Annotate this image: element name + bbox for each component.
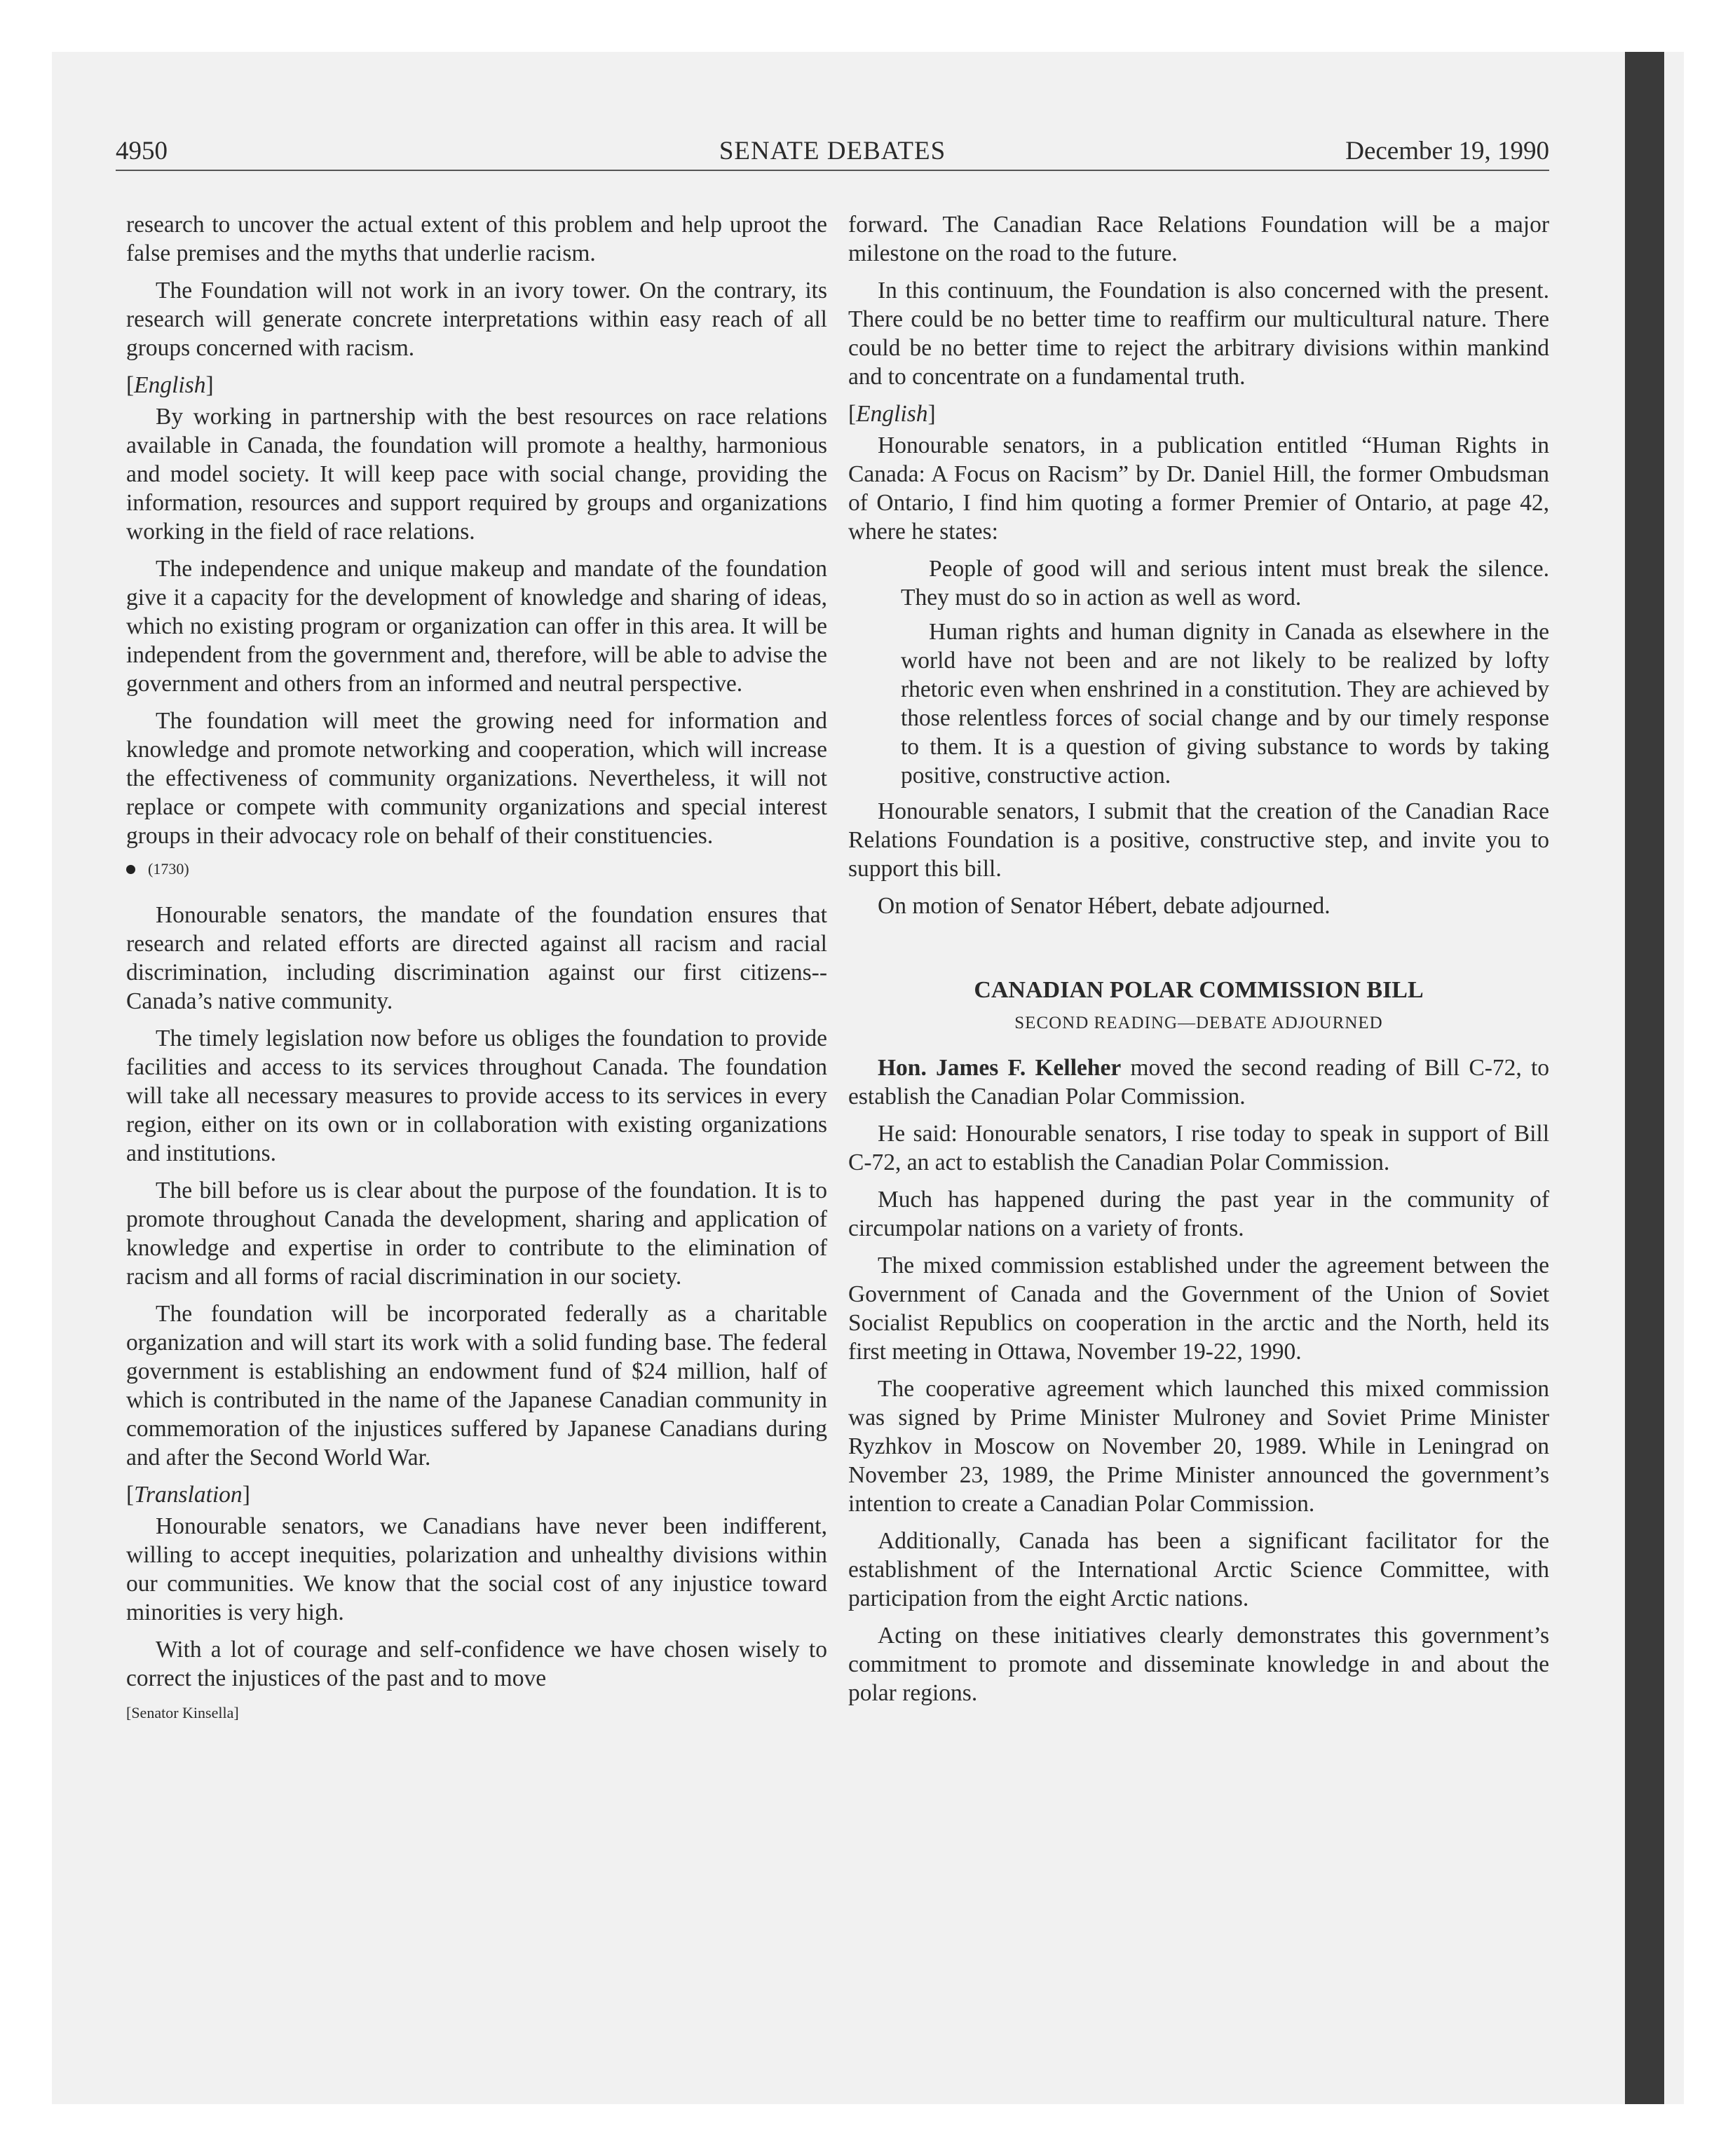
- paragraph: research to uncover the actual extent of this problem and help uproot the false premises and the myths that underlie racism.: [126, 212, 827, 266]
- language-marker: [Translation]: [126, 1482, 250, 1508]
- block-quote: People of good will and serious intent must break the silence. They must do so in action as well as word.: [901, 556, 1549, 610]
- left-column: [126, 210, 827, 1724]
- paragraph: Honourable senators, we Canadians have never been indifferent, willing to accept inequities, polarization and unhealthy divisions within our communities. We know that the social cost of any injustice toward minorities is very high.: [126, 1513, 827, 1625]
- language-marker-text: English: [856, 401, 928, 427]
- language-marker-text: Translation: [134, 1482, 243, 1508]
- paragraph: Honourable senators, in a publication entitled “Human Rights in Canada: A Focus on Racism” by Dr. Daniel Hill, the former Ombudsman of Ontario, I find him quoting a former Premier of Ontario, at page 42, where he states:: [848, 432, 1549, 545]
- paragraph: Additionally, Canada has been a significant facilitator for the establishment of the International Arctic Science Committee, with participation from the eight Arctic nations.: [848, 1528, 1549, 1611]
- issue-date: December 19, 1990: [1345, 137, 1549, 165]
- paragraph: The bill before us is clear about the purpose of the foundation. It is to promote throughout Canada the development, sharing and application of knowledge and expertise in order to contribute to the elimination of racism and all forms of racial discrimination in our society.: [126, 1178, 827, 1290]
- language-marker: [English]: [126, 372, 214, 398]
- block-quote: Human rights and human dignity in Canada as elsewhere in the world have not been and are not likely to be realized by lofty rhetoric even when enshrined in a constitution. They are achieved by those relentless forces of social change and by our timely response to them. It is a question of giving substance to words by taking positive, constructive action.: [901, 619, 1549, 789]
- paragraph: The foundation will be incorporated federally as a charitable organization and will start its work with a solid funding base. The federal government is establishing an endowment fund of $24 million, half of which is contributed in the name of the Japanese Canadian community in commemoration of the injustices suffered by Japanese Canadians during and after the Second World War.: [126, 1301, 827, 1471]
- time-stamp-text: (1730): [148, 860, 189, 878]
- paragraph: [848, 1053, 1549, 1111]
- paragraph: The mixed commission established under the agreement between the Government of Canada and the Government of the Union of Soviet Socialist Republics on cooperation in the arctic and the North, held its first meeting in Ottawa, November 19-22, 1990.: [848, 1253, 1549, 1365]
- running-header: [116, 133, 1549, 171]
- paragraph-text: moved the second reading of Bill C-72, to establish the Canadian Polar Commission.: [848, 1055, 1550, 1110]
- section-heading: CANADIAN POLAR COMMISSION BILL: [974, 977, 1424, 1003]
- section-subheading: SECOND READING—DEBATE ADJOURNED: [1014, 1014, 1383, 1032]
- time-stamp: [126, 859, 827, 880]
- paragraph: He said: Honourable senators, I rise today to speak in support of Bill C-72, an act to establish the Canadian Polar Commission.: [848, 1121, 1549, 1175]
- paragraph: Honourable senators, the mandate of the foundation ensures that research and related efforts are directed against all racism and racial discrimination, including discrimination against our first citizens--Canada’s native community.: [126, 902, 827, 1014]
- language-marker-text: English: [134, 372, 206, 398]
- paragraph: Honourable senators, I submit that the creation of the Canadian Race Relations Foundation is a positive, constructive step, and invite you to support this bill.: [848, 798, 1549, 882]
- right-column: [848, 210, 1549, 1716]
- paragraph: On motion of Senator Hébert, debate adjourned.: [878, 893, 1331, 919]
- paragraph: The cooperative agreement which launched this mixed commission was signed by Prime Minister Mulroney and Soviet Prime Minister Ryzhkov in Moscow on November 20, 1989. While in Leningrad on November 23, 1989, the Prime Minister announced the government’s intention to create a Canadian Polar Commission.: [848, 1376, 1549, 1517]
- paragraph: The foundation will meet the growing need for information and knowledge and promote networking and cooperation, which will increase the effectiveness of community organizations. Nevertheless, it will not replace or compete with community organizations and special interest groups in their advocacy role on behalf of their constituencies.: [126, 708, 827, 849]
- page-number: 4950: [116, 137, 168, 165]
- paragraph: The timely legislation now before us obliges the foundation to provide facilities and access to its services throughout Canada. The foundation will take all necessary measures to provide access to its services in every region, either on its own or in collaboration with existing organizations and institutions.: [126, 1025, 827, 1166]
- bullet-icon: [126, 865, 135, 874]
- paragraph: Acting on these initiatives clearly demonstrates this government’s commitment to promote and disseminate knowledge in and about the polar regions.: [848, 1623, 1549, 1706]
- paragraph: The independence and unique makeup and mandate of the foundation give it a capacity for the development of knowledge and sharing of ideas, which no existing program or organization can offer in this area. It will be independent from the government and, therefore, will be able to advise the government and others from an informed and neutral perspective.: [126, 556, 827, 697]
- speaker-name: Hon. James F. Kelleher: [878, 1055, 1122, 1081]
- speaker-footer: [Senator Kinsella]: [126, 1704, 239, 1721]
- paragraph: In this continuum, the Foundation is also concerned with the present. There could be no better time to reaffirm our multicultural nature. There could be no better time to reject the arbitrary divisions within mankind and to concentrate on a fundamental truth.: [848, 278, 1549, 390]
- journal-title: SENATE DEBATES: [719, 137, 946, 165]
- paragraph: Much has happened during the past year in the community of circumpolar nations on a variety of fronts.: [848, 1187, 1549, 1241]
- language-marker: [English]: [848, 401, 936, 427]
- paragraph: The Foundation will not work in an ivory tower. On the contrary, its research will generate concrete interpretations within easy reach of all groups concerned with racism.: [126, 278, 827, 361]
- paragraph: By working in partnership with the best resources on race relations available in Canada, the foundation will promote a healthy, harmonious and model society. It will keep pace with social change, providing the information, resources and support required by groups and organizations working in the field of race relations.: [126, 404, 827, 545]
- paragraph: With a lot of courage and self-confidence we have chosen wisely to correct the injustices of the past and to move: [126, 1637, 827, 1691]
- paragraph: forward. The Canadian Race Relations Foundation will be a major milestone on the road to the future.: [848, 212, 1549, 266]
- scan-edge-shadow: [1625, 52, 1664, 2104]
